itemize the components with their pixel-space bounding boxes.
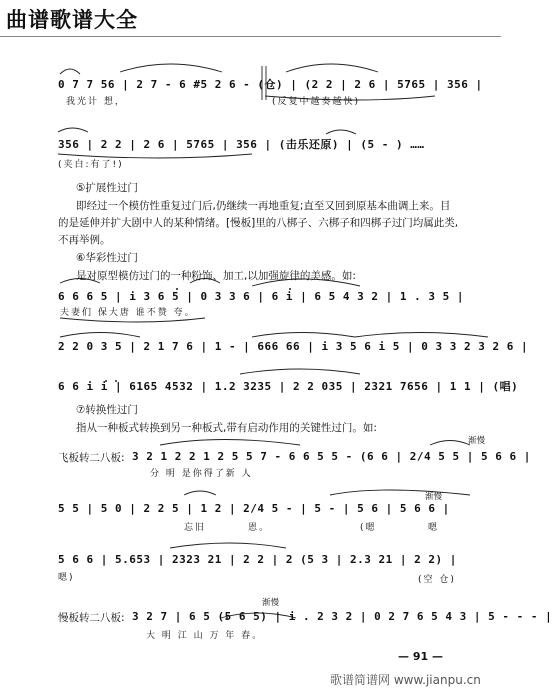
- score-line-8-lyrics: 嗯): [58, 573, 75, 583]
- score-line-7-lyrics: 恩。: [248, 523, 271, 533]
- page-header-title: 曲谱歌谱大全: [6, 7, 138, 32]
- score-line-7-lyrics: (嗯: [360, 523, 377, 533]
- score-line-9-notes: 3 2 7 | 6 5 (5 6 5) | i . 2 3 2 | 0 2 7 6 5 4 3 | 5 - - - |: [132, 610, 552, 623]
- section-5-heading: ⑤扩展性过门: [76, 182, 138, 194]
- page-number: — 91 —: [398, 650, 443, 663]
- score-line-2-lyrics: (夹白:有了!): [58, 160, 124, 170]
- score-line-1-lyrics-note: (反复中越奏越快): [272, 97, 361, 107]
- score-line-3-lyrics: 夫妻们 保大唐 谁不赞 夸。: [60, 308, 196, 318]
- score-line-9-lyrics: 大 明 江 山 万 年 春。: [146, 631, 264, 641]
- score-line-3-notes: 6 6 6 5 | i 3 6 5 | 0 3 3 6 | 6 i | 6 5 4 3 2 | 1 . 3 5 |: [58, 290, 464, 303]
- site-watermark: 歌谱简谱网 www.jianpu.cn: [330, 673, 481, 687]
- score-line-8-lyrics: (空 仓): [418, 575, 456, 585]
- score-line-6-notes: 3 2 1 2 2 1 2 5 5 7 - 6 6 5 5 - (6 6 | 2/4 5 5 | 5 6 6 |: [132, 450, 531, 463]
- score-line-7-lyrics: 嗯: [428, 523, 440, 533]
- score-line-1-notes: 0 7 7 56 | 2 7 - 6 #5 2 6 - (仓) | (2 2 | 2 6 | 5765 | 356 |: [58, 78, 483, 91]
- section-7-heading: ⑦转换性过门: [76, 404, 138, 416]
- transition-label-feiban: 飞板转二八板:: [58, 452, 125, 464]
- score-line-5-notes: 6 6 i i | 6165 4532 | 1.2 3235 | 2 2 035 | 2321 7656 | 1 1 | (唱): [58, 380, 519, 393]
- section-7-paragraph: 指从一种板式转换到另一种板式,带有启动作用的关键性过门。如:: [76, 422, 377, 434]
- section-5-paragraph-line-1: 即经过一个模仿性重复过门后,仍继续一再地重复;直至又回到原基本曲调上来。目: [76, 200, 451, 212]
- section-6-heading: ⑥华彩性过门: [76, 252, 138, 264]
- tempo-mark-ritardando: 渐慢: [262, 598, 280, 608]
- section-5-paragraph-line-3: 不再举例。: [58, 234, 111, 246]
- score-line-7-lyrics: 忘旧: [184, 523, 207, 533]
- tempo-mark-ritardando: 渐慢: [425, 492, 443, 502]
- score-line-6-lyrics: 分 明 是你得了新 人: [150, 469, 253, 479]
- tempo-mark-ritardando: 渐慢: [468, 436, 486, 446]
- section-5-paragraph-line-2: 的是延伸并扩大剧中人的某种情绪。[慢板]里的八梆子、六梆子和四梆子过门均属此类,: [58, 217, 459, 229]
- score-line-7-notes: 5 5 | 5 0 | 2 2 5 | 1 2 | 2/4 5 - | 5 - | 5 6 | 5 6 6 |: [58, 502, 450, 515]
- section-6-paragraph: 是对原型模仿过门的一种粉饰、加工,以加强旋律的美感。如:: [76, 270, 356, 282]
- score-line-8-notes: 5 6 6 | 5.653 | 2323 21 | 2 2 | 2 (5 3 | 2.3 21 | 2 2) |: [58, 553, 457, 566]
- score-line-1-lyrics: 我光计 想，: [66, 97, 126, 107]
- transition-label-manban: 慢板转二八板:: [58, 612, 125, 624]
- score-line-4-notes: 2 2 0 3 5 | 2 1 7 6 | 1 - | 666 66 | i 3 5 6 i 5 | 0 3 3 2 3 2 6 |: [58, 340, 529, 353]
- score-line-2-notes: 356 | 2 2 | 2 6 | 5765 | 356 | (击乐还原) | (5 - ) ……: [58, 138, 425, 151]
